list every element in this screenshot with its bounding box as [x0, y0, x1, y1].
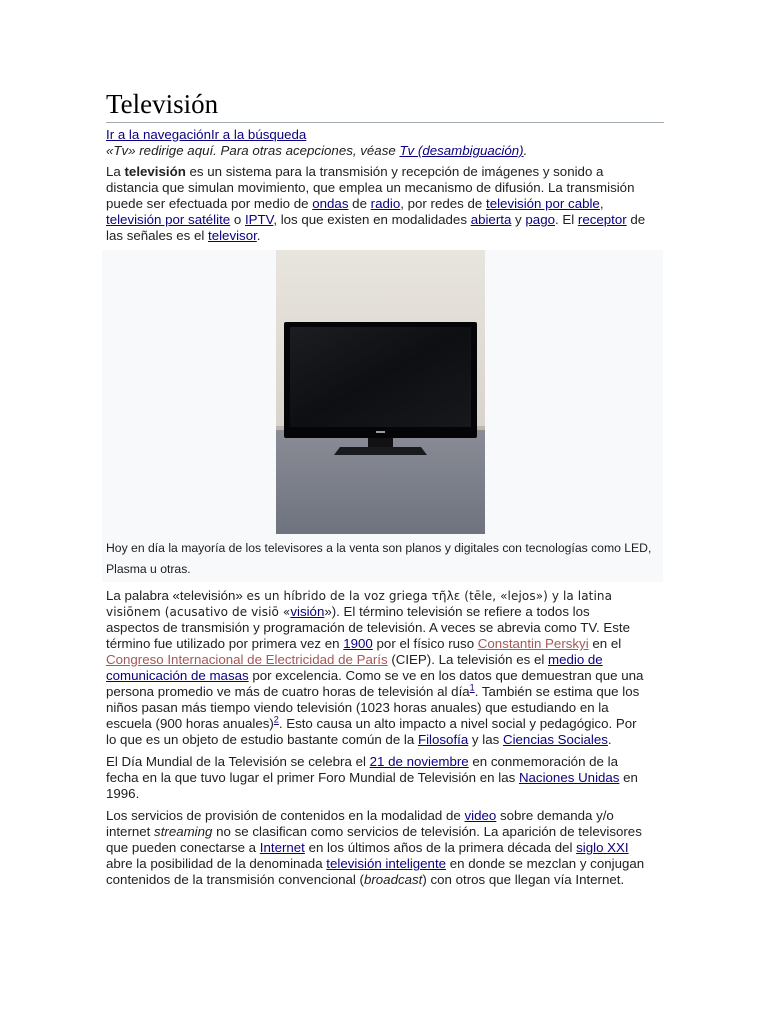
text: en los últimos años de la primera década del	[304, 840, 577, 855]
link-congreso[interactable]: Congreso Internacional de Electricidad de París	[106, 652, 388, 667]
link-iptv[interactable]: IPTV	[244, 212, 274, 227]
tv-photo-image	[276, 250, 485, 534]
etymology-paragraph	[106, 588, 646, 748]
text: La	[106, 164, 125, 179]
text: ) con otros que llegan vía Internet.	[422, 872, 625, 887]
hatnote-text: «Tv» redirige aquí. Para otras acepciones, véase	[106, 143, 400, 158]
text: en conmemoración de la fecha en la que tuvo lugar el primer Foro Mundial de Televisión en las	[106, 754, 618, 785]
link-21-noviembre[interactable]: 21 de noviembre	[369, 754, 469, 769]
text: , los que existen en modalidades	[273, 212, 471, 227]
text: El Día Mundial de la Televisión se celebra el	[106, 754, 370, 769]
text: de	[348, 196, 371, 211]
text: .	[256, 228, 261, 243]
link-ondas[interactable]: ondas	[312, 196, 349, 211]
goto-navigation-link[interactable]: Ir a la navegación	[106, 127, 211, 142]
figure-caption: Hoy en día la mayoría de los televisores a la venta son planos y digitales con tecnologías como LED, Plasma u otras.	[106, 541, 652, 576]
link-internet[interactable]: Internet	[259, 840, 305, 855]
text: en donde se mezclan y conjugan contenidos de la transmisión convencional (	[106, 856, 645, 887]
italic-term: streaming	[154, 824, 213, 839]
text: por el físico ruso	[372, 636, 478, 651]
tv-photo[interactable]	[276, 250, 485, 534]
text: . También se estima que los niños pasan más tiempo viendo televisión (1023 horas anuales) que estudiando en la escuela (900 horas anuales)	[106, 684, 640, 731]
text: , por redes de	[400, 196, 486, 211]
link-filosofia[interactable]: Filosofía	[417, 732, 469, 747]
text: por excelencia. Como se ve en los datos que demuestran que una persona promedio ve más de cuatro horas de televisión al día	[106, 668, 644, 699]
link-abierta[interactable]: abierta	[470, 212, 512, 227]
disambiguation-link[interactable]: Tv (desambiguación)	[399, 143, 524, 158]
link-televisor[interactable]: televisor	[208, 228, 257, 243]
text: en 1996.	[106, 770, 638, 801]
text: . El	[555, 212, 578, 227]
hatnote	[106, 143, 664, 159]
link-tv-cable[interactable]: televisión por cable	[486, 196, 600, 211]
intro-paragraph	[106, 164, 646, 244]
text: en el	[588, 636, 622, 651]
link-video[interactable]: video	[464, 808, 497, 823]
link-pago[interactable]: pago	[525, 212, 555, 227]
jump-links	[106, 127, 664, 159]
link-radio[interactable]: radio	[370, 196, 401, 211]
link-tv-satelite[interactable]: televisión por satélite	[106, 212, 231, 227]
text: de las señales es el	[106, 212, 646, 243]
text: ,	[599, 196, 604, 211]
article-body	[106, 164, 652, 894]
text: abre la posibilidad de la denominada	[106, 856, 327, 871]
text: no se clasifican como servicios de televisión. La aparición de televisores que pueden conectarse a	[106, 824, 642, 855]
link-1900[interactable]: 1900	[343, 636, 373, 651]
link-perskyi[interactable]: Constantin Perskyi	[477, 636, 589, 651]
text: y las	[468, 732, 503, 747]
text: sobre demanda y/o internet	[106, 808, 614, 839]
link-naciones-unidas[interactable]: Naciones Unidas	[518, 770, 620, 785]
hatnote-end: .	[523, 143, 528, 158]
text: »). El término televisión se refiere a todos los aspectos de transmisión y programación de televisión. A veces se abrevia como TV. Este término fue utilizado por primera vez en	[106, 604, 631, 651]
text: .	[607, 732, 612, 747]
text: La palabra «televisión»	[106, 588, 247, 603]
link-vision[interactable]: visión	[290, 604, 325, 619]
bold-term: televisión	[124, 164, 186, 179]
link-tv-inteligente[interactable]: televisión inteligente	[326, 856, 447, 871]
reference-1[interactable]: 1	[469, 682, 475, 693]
link-receptor[interactable]: receptor	[577, 212, 627, 227]
page-title: Televisión	[106, 86, 664, 123]
greek-etymology: es un híbrido de la voz griega τῆλε (tēle, «lejos») y la latina visiōnem (acusativo de visiō «	[106, 589, 613, 619]
link-medio-masas[interactable]: medio de comunicación de masas	[106, 652, 603, 683]
figure	[102, 250, 663, 582]
text: y	[511, 212, 526, 227]
italic-term: broadcast	[363, 872, 423, 887]
reference-2[interactable]: 2	[273, 714, 279, 725]
text: Los servicios de provisión de contenidos en la modalidad de	[106, 808, 465, 823]
link-ciencias-sociales[interactable]: Ciencias Sociales	[502, 732, 608, 747]
link-siglo-xxi[interactable]: siglo XXI	[576, 840, 629, 855]
world-tv-day-paragraph	[106, 754, 646, 802]
streaming-paragraph	[106, 808, 646, 888]
text: o	[230, 212, 245, 227]
text: (CIEP). La televisión es el	[387, 652, 548, 667]
text: es un sistema para la transmisión y recepción de imágenes y sonido a distancia que simulan movimiento, que emplea un mecanismo de difusión. La transmisión puede ser efectuada por medio de	[106, 164, 635, 211]
goto-search-link[interactable]: Ir a la búsqueda	[210, 127, 307, 142]
text: . Esto causa un alto impacto a nivel social y pedagógico. Por lo que es un objeto de estudio bastante común de la	[106, 716, 637, 747]
